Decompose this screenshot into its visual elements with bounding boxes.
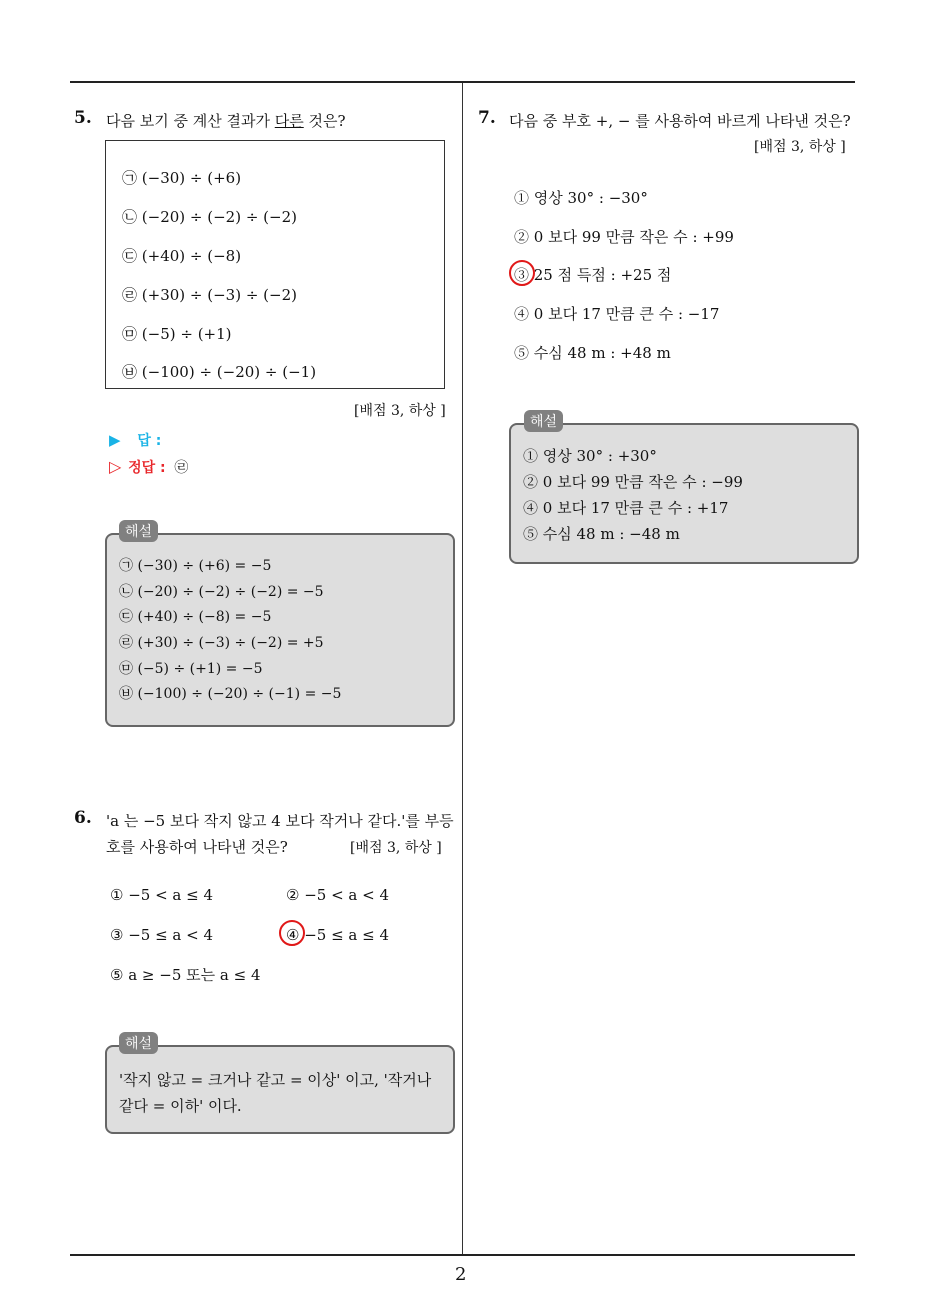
q7-explanation-line: ⑤ 수심 48 m : −48 m (523, 525, 680, 543)
q5-explanation-tag: 해설 (119, 520, 158, 542)
column-divider (462, 83, 463, 1256)
bottom-rule (70, 1254, 855, 1256)
q7-question: 다음 중 부호 +, − 를 사용하여 바르게 나타낸 것은? (509, 112, 851, 130)
q5-explanation-line: ㉤ (−5) ÷ (+1) = −5 (119, 661, 263, 677)
answer-label: 답 : (137, 433, 162, 449)
q5-explanation-line: ㉣ (+30) ÷ (−3) ÷ (−2) = +5 (119, 635, 324, 651)
q7-option-4: ④ 0 보다 17 만큼 큰 수 : −17 (514, 305, 720, 323)
q6-explanation-box (105, 1045, 455, 1134)
q6-option-4: ④ −5 ≤ a ≤ 4 (286, 926, 390, 944)
q7-explanation-line: ④ 0 보다 17 만큼 큰 수 : +17 (523, 499, 729, 517)
q5-score: [배점 3, 하상 ] (354, 403, 446, 419)
q6-question-line2: 호를 사용하여 나타낸 것은? (106, 838, 288, 856)
q6-selected-mark (279, 920, 305, 946)
q7-explanation-box (509, 423, 859, 564)
q6-explanation-tag: 해설 (119, 1032, 158, 1054)
q7-option-5: ⑤ 수심 48 m : +48 m (514, 344, 671, 362)
q5-explanation-line: ㉠ (−30) ÷ (+6) = −5 (119, 558, 272, 574)
q7-explanation-line: ② 0 보다 99 만큼 작은 수 : −99 (523, 473, 743, 491)
q6-question-line1: 'a 는 −5 보다 작지 않고 4 보다 작거나 같다.'를 부등 (106, 812, 454, 830)
q5-explanation-line: ㉡ (−20) ÷ (−2) ÷ (−2) = −5 (119, 584, 324, 600)
q5-correct-line (109, 457, 188, 477)
q5-item: ㉠ (−30) ÷ (+6) (122, 169, 242, 187)
q7-option-1: ① 영상 30° : −30° (514, 189, 648, 207)
q5-question (106, 110, 346, 131)
q6-option-3: ③ −5 ≤ a < 4 (110, 926, 214, 944)
page-number: 2 (455, 1264, 467, 1285)
q6-number: 6. (74, 808, 92, 828)
q5-number: 5. (74, 108, 92, 128)
q6-option-1: ① −5 < a ≤ 4 (110, 886, 214, 904)
q5-item: ㉡ (−20) ÷ (−2) ÷ (−2) (122, 208, 297, 226)
q6-explanation-line: 같다 = 이하' 이다. (119, 1097, 242, 1115)
correct-arrow-icon: ▷ (109, 457, 122, 476)
correct-value: ㉣ (174, 460, 189, 476)
q7-explanation-tag: 해설 (524, 410, 563, 432)
q7-score: [배점 3, 하상 ] (754, 139, 846, 155)
q7-option-3: ③ 25 점 득점 : +25 점 (514, 266, 672, 284)
q6-option-5: ⑤ a ≥ −5 또는 a ≤ 4 (110, 966, 261, 984)
q5-answer-line (109, 430, 161, 450)
q6-option-2: ② −5 < a < 4 (286, 886, 390, 904)
q7-selected-mark (509, 260, 535, 286)
q5-explanation-line: ㉢ (+40) ÷ (−8) = −5 (119, 609, 272, 625)
correct-label: 정답 : (128, 460, 166, 476)
q5-text-before: 다음 보기 중 계산 결과가 (106, 112, 275, 130)
q5-explanation-box (105, 533, 455, 727)
q5-text-underlined: 다른 (274, 112, 304, 130)
q7-option-2: ② 0 보다 99 만큼 작은 수 : +99 (514, 228, 734, 246)
answer-arrow-icon: ▶ (109, 431, 121, 449)
q5-text-after: 것은? (303, 112, 346, 130)
q5-item: ㉤ (−5) ÷ (+1) (122, 325, 232, 343)
q5-item: ㉥ (−100) ÷ (−20) ÷ (−1) (122, 363, 317, 381)
q6-explanation-line: '작지 않고 = 크거나 같고 = 이상' 이고, '작거나 (119, 1071, 432, 1089)
q6-score: [배점 3, 하상 ] (350, 840, 442, 856)
q5-item: ㉢ (+40) ÷ (−8) (122, 247, 242, 265)
q7-explanation-line: ① 영상 30° : +30° (523, 447, 657, 465)
q5-choice-box (105, 140, 445, 389)
q5-explanation-line: ㉥ (−100) ÷ (−20) ÷ (−1) = −5 (119, 686, 342, 702)
q7-number: 7. (478, 108, 496, 128)
q5-item: ㉣ (+30) ÷ (−3) ÷ (−2) (122, 286, 297, 304)
